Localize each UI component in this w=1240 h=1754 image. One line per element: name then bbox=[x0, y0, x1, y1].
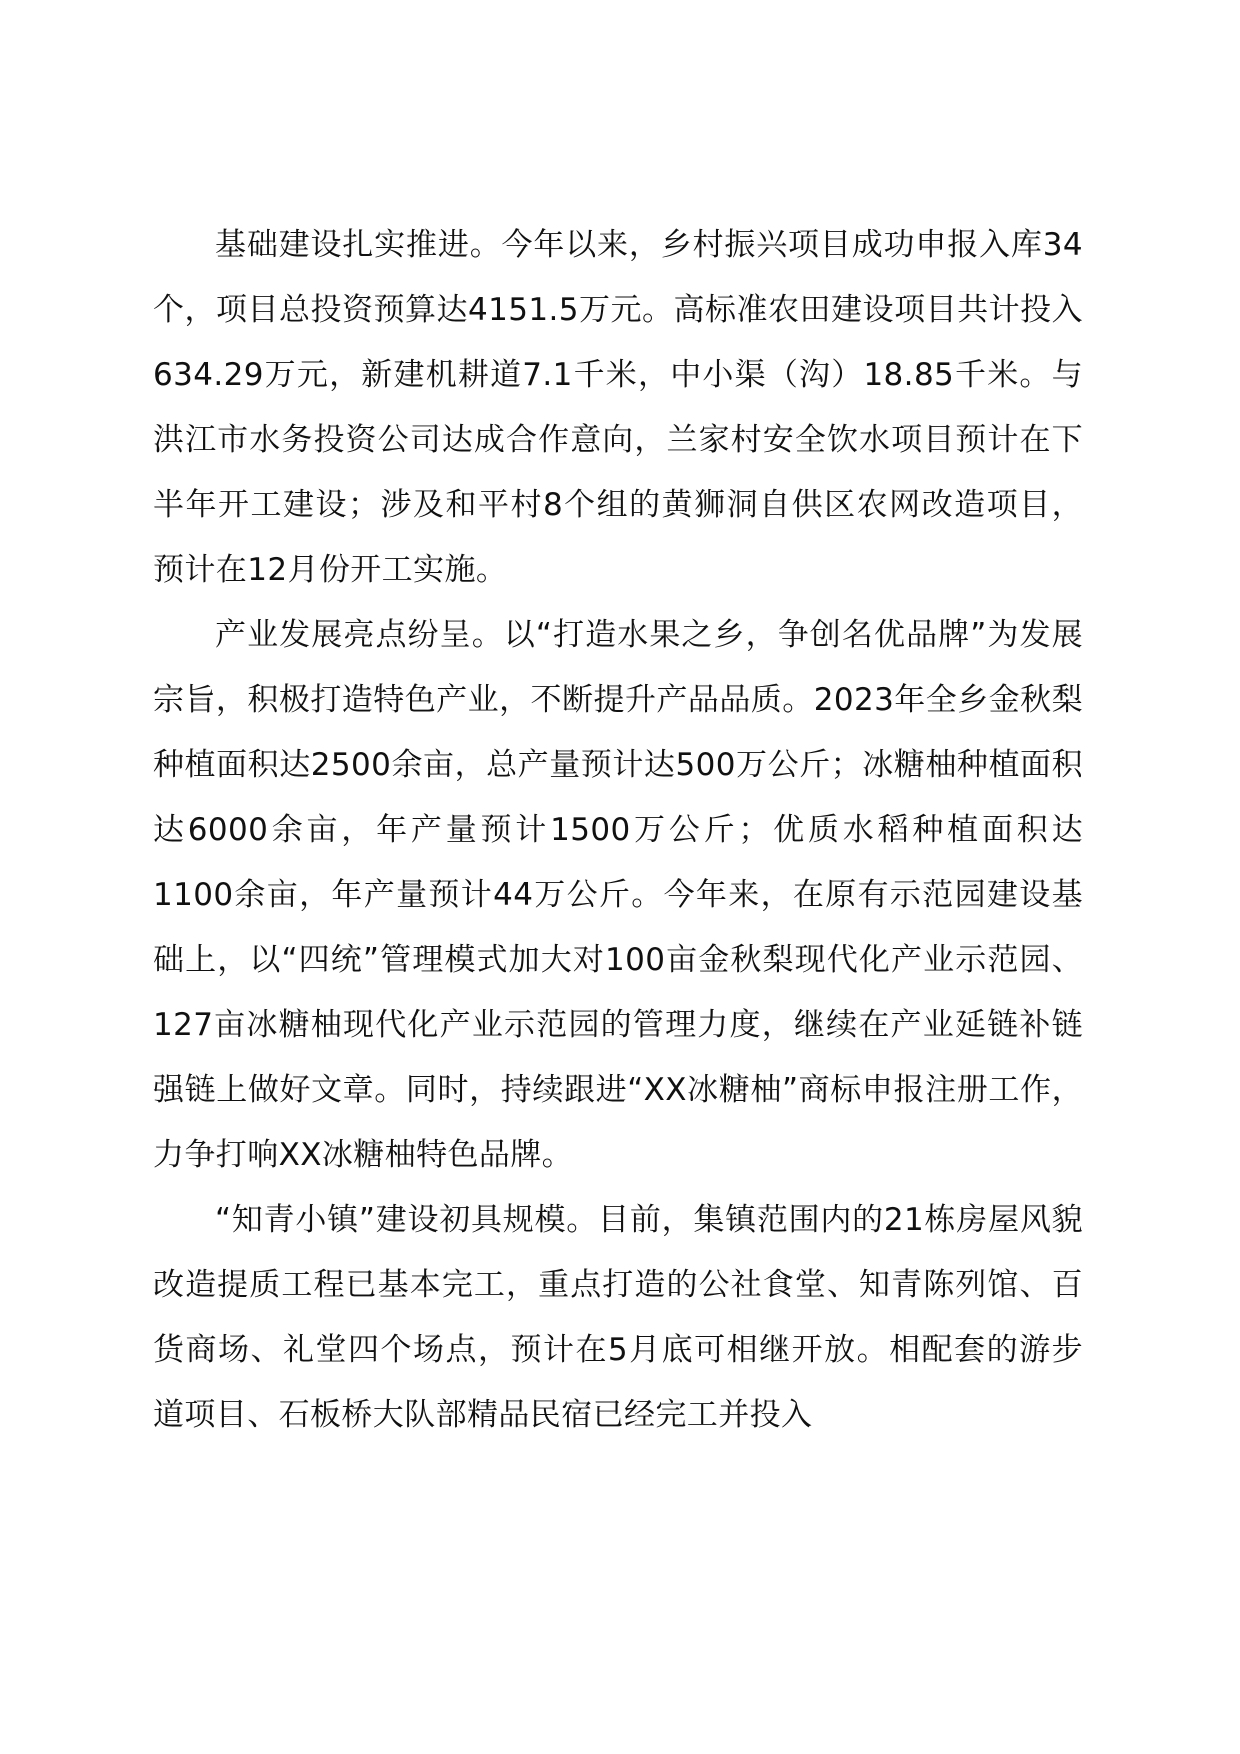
paragraph-zhiqing-town: “知青小镇”建设初具规模。目前，集镇范围内的21栋房屋风貌改造提质工程已基本完工，重点打造的公社食堂、知青陈列馆、百货商场、礼堂四个场点，预计在5月底可相继开放。相配套的游步道项目、石板桥大队部精品民宿已经完工并投入 bbox=[153, 1202, 1083, 1433]
document-body bbox=[153, 213, 1083, 1448]
paragraph-infrastructure: 基础建设扎实推进。今年以来，乡村振兴项目成功申报入库34个，项目总投资预算达4151.5万元。高标准农田建设项目共计投入634.29万元，新建机耕道7.1千米，中小渠（沟）18.85千米。与洪江市水务投资公司达成合作意向，兰家村安全饮水项目预计在下半年开工建设；涉及和平村8个组的黄狮洞自供区农网改造项目，预计在12月份开工实施。 bbox=[153, 227, 1083, 588]
paragraph-industry: 产业发展亮点纷呈。以“打造水果之乡，争创名优品牌”为发展宗旨，积极打造特色产业，不断提升产品品质。2023年全乡金秋梨种植面积达2500余亩，总产量预计达500万公斤；冰糖柚种植面积达6000余亩，年产量预计1500万公斤；优质水稻种植面积达1100余亩，年产量预计44万公斤。今年来，在原有示范园建设基础上，以“四统”管理模式加大对100亩金秋梨现代化产业示范园、127亩冰糖柚现代化产业示范园的管理力度，继续在产业延链补链强链上做好文章。同时，持续跟进“XX冰糖柚”商标申报注册工作，力争打响XX冰糖柚特色品牌。 bbox=[153, 617, 1083, 1173]
